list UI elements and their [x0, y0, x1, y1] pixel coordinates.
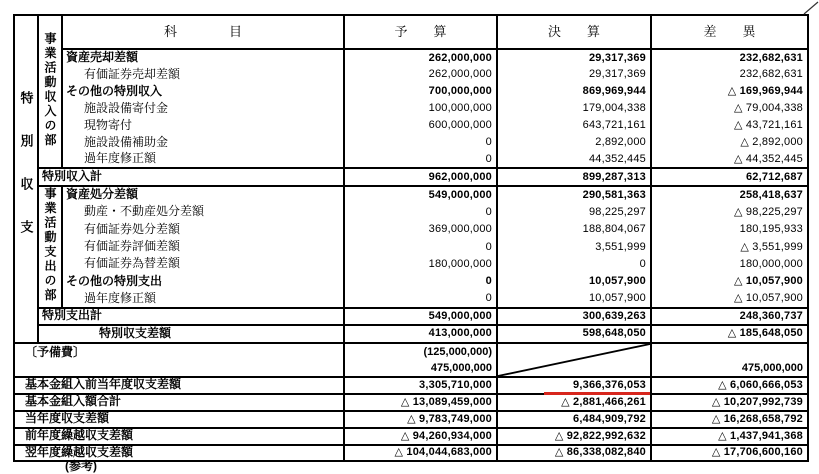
row-other-special-expense [14, 273, 808, 290]
row-balance-before-transfer [14, 377, 808, 394]
row-current-year-balance [14, 411, 808, 428]
cell-settlement-not-applicable [497, 343, 651, 377]
row-label: その他の特別支出 [62, 273, 344, 290]
row-label: 有価証券処分差額 [62, 221, 344, 238]
row-label: 特別収支差額 [38, 325, 344, 343]
row-label: 動産・不動産処分差額 [62, 203, 344, 220]
cell-difference: △ 98,225,297 [734, 205, 803, 218]
reserve-difference-value: 475,000,000 [741, 361, 803, 374]
cell-settlement: 3,551,999 [497, 238, 651, 255]
cell-settlement: 0 [497, 256, 651, 273]
row-label: 過年度修正額 [62, 151, 344, 168]
cell-settlement: △ 92,822,992,632 [497, 428, 651, 445]
row-in-kind-donation [14, 117, 808, 134]
row-facility-donation [14, 100, 808, 117]
cell-difference: △ 6,060,666,053 [651, 377, 808, 394]
cell-difference: △ 2,892,000 [740, 136, 803, 149]
cell-difference: △ 10,057,900 [734, 292, 803, 305]
cell-budget: 0 [344, 151, 497, 168]
row-securities-exchange-diff [14, 256, 808, 273]
row-prior-year-adjustment-income [14, 151, 808, 168]
cell-difference: 180,000,000 [739, 257, 803, 270]
cell-difference: △ 185,648,050 [651, 325, 808, 343]
cell-budget: △ 9,783,749,000 [344, 411, 497, 428]
row-special-balance [14, 325, 808, 343]
cell-difference [651, 343, 808, 377]
cell-settlement: 179,004,338 [497, 100, 651, 117]
reference-footnote: (参考) [65, 459, 97, 473]
row-label: 当年度収支差額 [14, 411, 344, 428]
row-basic-fund-transfer-total [14, 394, 808, 411]
cell-settlement: 899,287,313 [497, 168, 651, 186]
cell-budget: 0 [344, 238, 497, 255]
row-label: 施設設備補助金 [62, 134, 344, 151]
section-label-income [38, 15, 62, 168]
cell-budget: 100,000,000 [344, 100, 497, 117]
row-label: 過年度修正額 [62, 290, 344, 307]
cell-budget: 549,000,000 [344, 186, 497, 203]
cell-difference: 180,195,933 [739, 223, 803, 236]
cell-settlement: 643,721,161 [497, 117, 651, 134]
cell-difference: 248,360,737 [651, 308, 808, 325]
page-corner-mark [803, 0, 819, 15]
row-asset-sale-diff [14, 49, 808, 66]
cell-difference: △ 3,551,999 [740, 240, 803, 253]
cell-budget: 549,000,000 [344, 308, 497, 325]
row-prior-year-adjustment-expense [14, 290, 808, 307]
column-header-settlement: 決 算 [497, 15, 651, 49]
cell-budget: 0 [344, 273, 497, 290]
cell-budget: 180,000,000 [344, 256, 497, 273]
row-label: 特別収入計 [38, 168, 344, 186]
table-header-row [14, 15, 808, 49]
cell-settlement: 10,057,900 [497, 273, 651, 290]
cell-difference: △ 1,437,941,368 [651, 428, 808, 445]
cell-budget: 369,000,000 [344, 221, 497, 238]
diagonal-slash-line [498, 344, 650, 376]
cell-settlement: 10,057,900 [497, 290, 651, 307]
cell-budget: 262,000,000 [344, 66, 497, 83]
cell-difference: △ 79,004,338 [734, 102, 803, 115]
cell-difference: 232,682,631 [739, 68, 803, 81]
cell-budget: △ 94,260,934,000 [344, 428, 497, 445]
row-label: 特別支出計 [38, 308, 344, 325]
section-label-expense [38, 186, 62, 308]
row-special-income-total [14, 168, 808, 186]
cell-difference: 62,712,687 [651, 168, 808, 186]
cell-difference: △ 43,721,161 [734, 119, 803, 132]
row-other-special-income [14, 83, 808, 100]
cell-settlement: 98,225,297 [497, 203, 651, 220]
row-property-disposal-diff [14, 203, 808, 220]
special-balance-table [13, 14, 809, 462]
cell-settlement: 188,804,067 [497, 221, 651, 238]
row-asset-disposal-diff [14, 186, 808, 203]
cell-difference: △ 17,706,600,160 [651, 445, 808, 461]
cell-difference: 258,418,637 [739, 188, 803, 201]
cell-budget: 0 [344, 290, 497, 307]
cell-budget: 962,000,000 [344, 168, 497, 186]
reserve-budget-line1: (125,000,000) [423, 345, 492, 358]
row-label: その他の特別収入 [62, 83, 344, 100]
cell-settlement: △ 86,338,082,840 [497, 445, 651, 461]
row-label: 基本金組入前当年度収支差額 [14, 377, 344, 394]
cell-settlement: 290,581,363 [497, 186, 651, 203]
cell-difference: △ 169,969,944 [727, 85, 803, 98]
settlement-value: 9,366,376,053 [573, 378, 646, 391]
row-facility-subsidy [14, 134, 808, 151]
cell-budget: 262,000,000 [344, 49, 497, 66]
special-balance-vertical-label: 特別収支 [18, 91, 34, 263]
cell-settlement: 869,969,944 [497, 83, 651, 100]
row-label: 前年度繰越収支差額 [14, 428, 344, 445]
row-label: 有価証券為替差額 [62, 256, 344, 273]
row-securities-sale-diff [14, 66, 808, 83]
cell-difference: △ 10,057,900 [734, 275, 803, 288]
row-label: 資産処分差額 [62, 186, 344, 203]
cell-budget: 700,000,000 [344, 83, 497, 100]
section-label-special-balance [14, 15, 38, 343]
row-next-year-carryover-balance [14, 445, 808, 461]
row-securities-valuation-diff [14, 238, 808, 255]
row-label: 資産売却差額 [62, 49, 344, 66]
cell-difference: △ 44,352,445 [734, 152, 803, 165]
reserve-difference-lines [652, 344, 807, 376]
row-label: 基本金組入額合計 [14, 394, 344, 411]
cell-budget: 3,305,710,000 [344, 377, 497, 394]
cell-difference: 232,682,631 [739, 51, 803, 64]
cell-budget: △ 104,044,683,000 [344, 445, 497, 461]
expense-section-vertical-label: 事業活動支出の部 [43, 187, 57, 303]
cell-settlement: 44,352,445 [497, 151, 651, 168]
cell-settlement: △ 2,881,466,261 [497, 394, 651, 411]
row-securities-disposal-diff [14, 221, 808, 238]
row-special-expense-total [14, 308, 808, 325]
column-header-budget: 予 算 [344, 15, 497, 49]
cell-budget: 600,000,000 [344, 117, 497, 134]
cell-difference: △ 10,207,992,739 [651, 394, 808, 411]
cell-difference: △ 16,268,658,792 [651, 411, 808, 428]
cell-budget: △ 13,089,459,000 [344, 394, 497, 411]
column-header-difference: 差 異 [651, 15, 808, 49]
cell-settlement: 29,317,369 [497, 66, 651, 83]
column-header-subject: 科 目 [62, 15, 344, 49]
reserve-budget-lines [345, 344, 496, 376]
income-section-vertical-label: 事業活動収入の部 [43, 31, 57, 148]
cell-settlement-highlighted [497, 377, 651, 394]
cell-budget [344, 343, 497, 377]
row-label: 有価証券売却差額 [62, 66, 344, 83]
row-label: 現物寄付 [62, 117, 344, 134]
cell-budget: 0 [344, 203, 497, 220]
cell-settlement: 300,639,263 [497, 308, 651, 325]
cell-settlement: 6,484,909,792 [497, 411, 651, 428]
row-label: 有価証券評価差額 [62, 238, 344, 255]
reserve-budget-line2: 475,000,000 [430, 361, 492, 374]
cell-budget: 413,000,000 [344, 325, 497, 343]
row-previous-year-carryover-balance [14, 428, 808, 445]
cell-budget: 0 [344, 134, 497, 151]
cell-settlement: 2,892,000 [497, 134, 651, 151]
cell-settlement: 598,648,050 [497, 325, 651, 343]
cell-settlement: 29,317,369 [497, 49, 651, 66]
row-label: 翌年度繰越収支差額 [14, 445, 344, 461]
red-underline-mark [544, 392, 650, 395]
row-reserve-fund [14, 343, 808, 377]
row-label: 施設設備寄付金 [62, 100, 344, 117]
row-label: 〔予備費〕 [14, 343, 344, 377]
